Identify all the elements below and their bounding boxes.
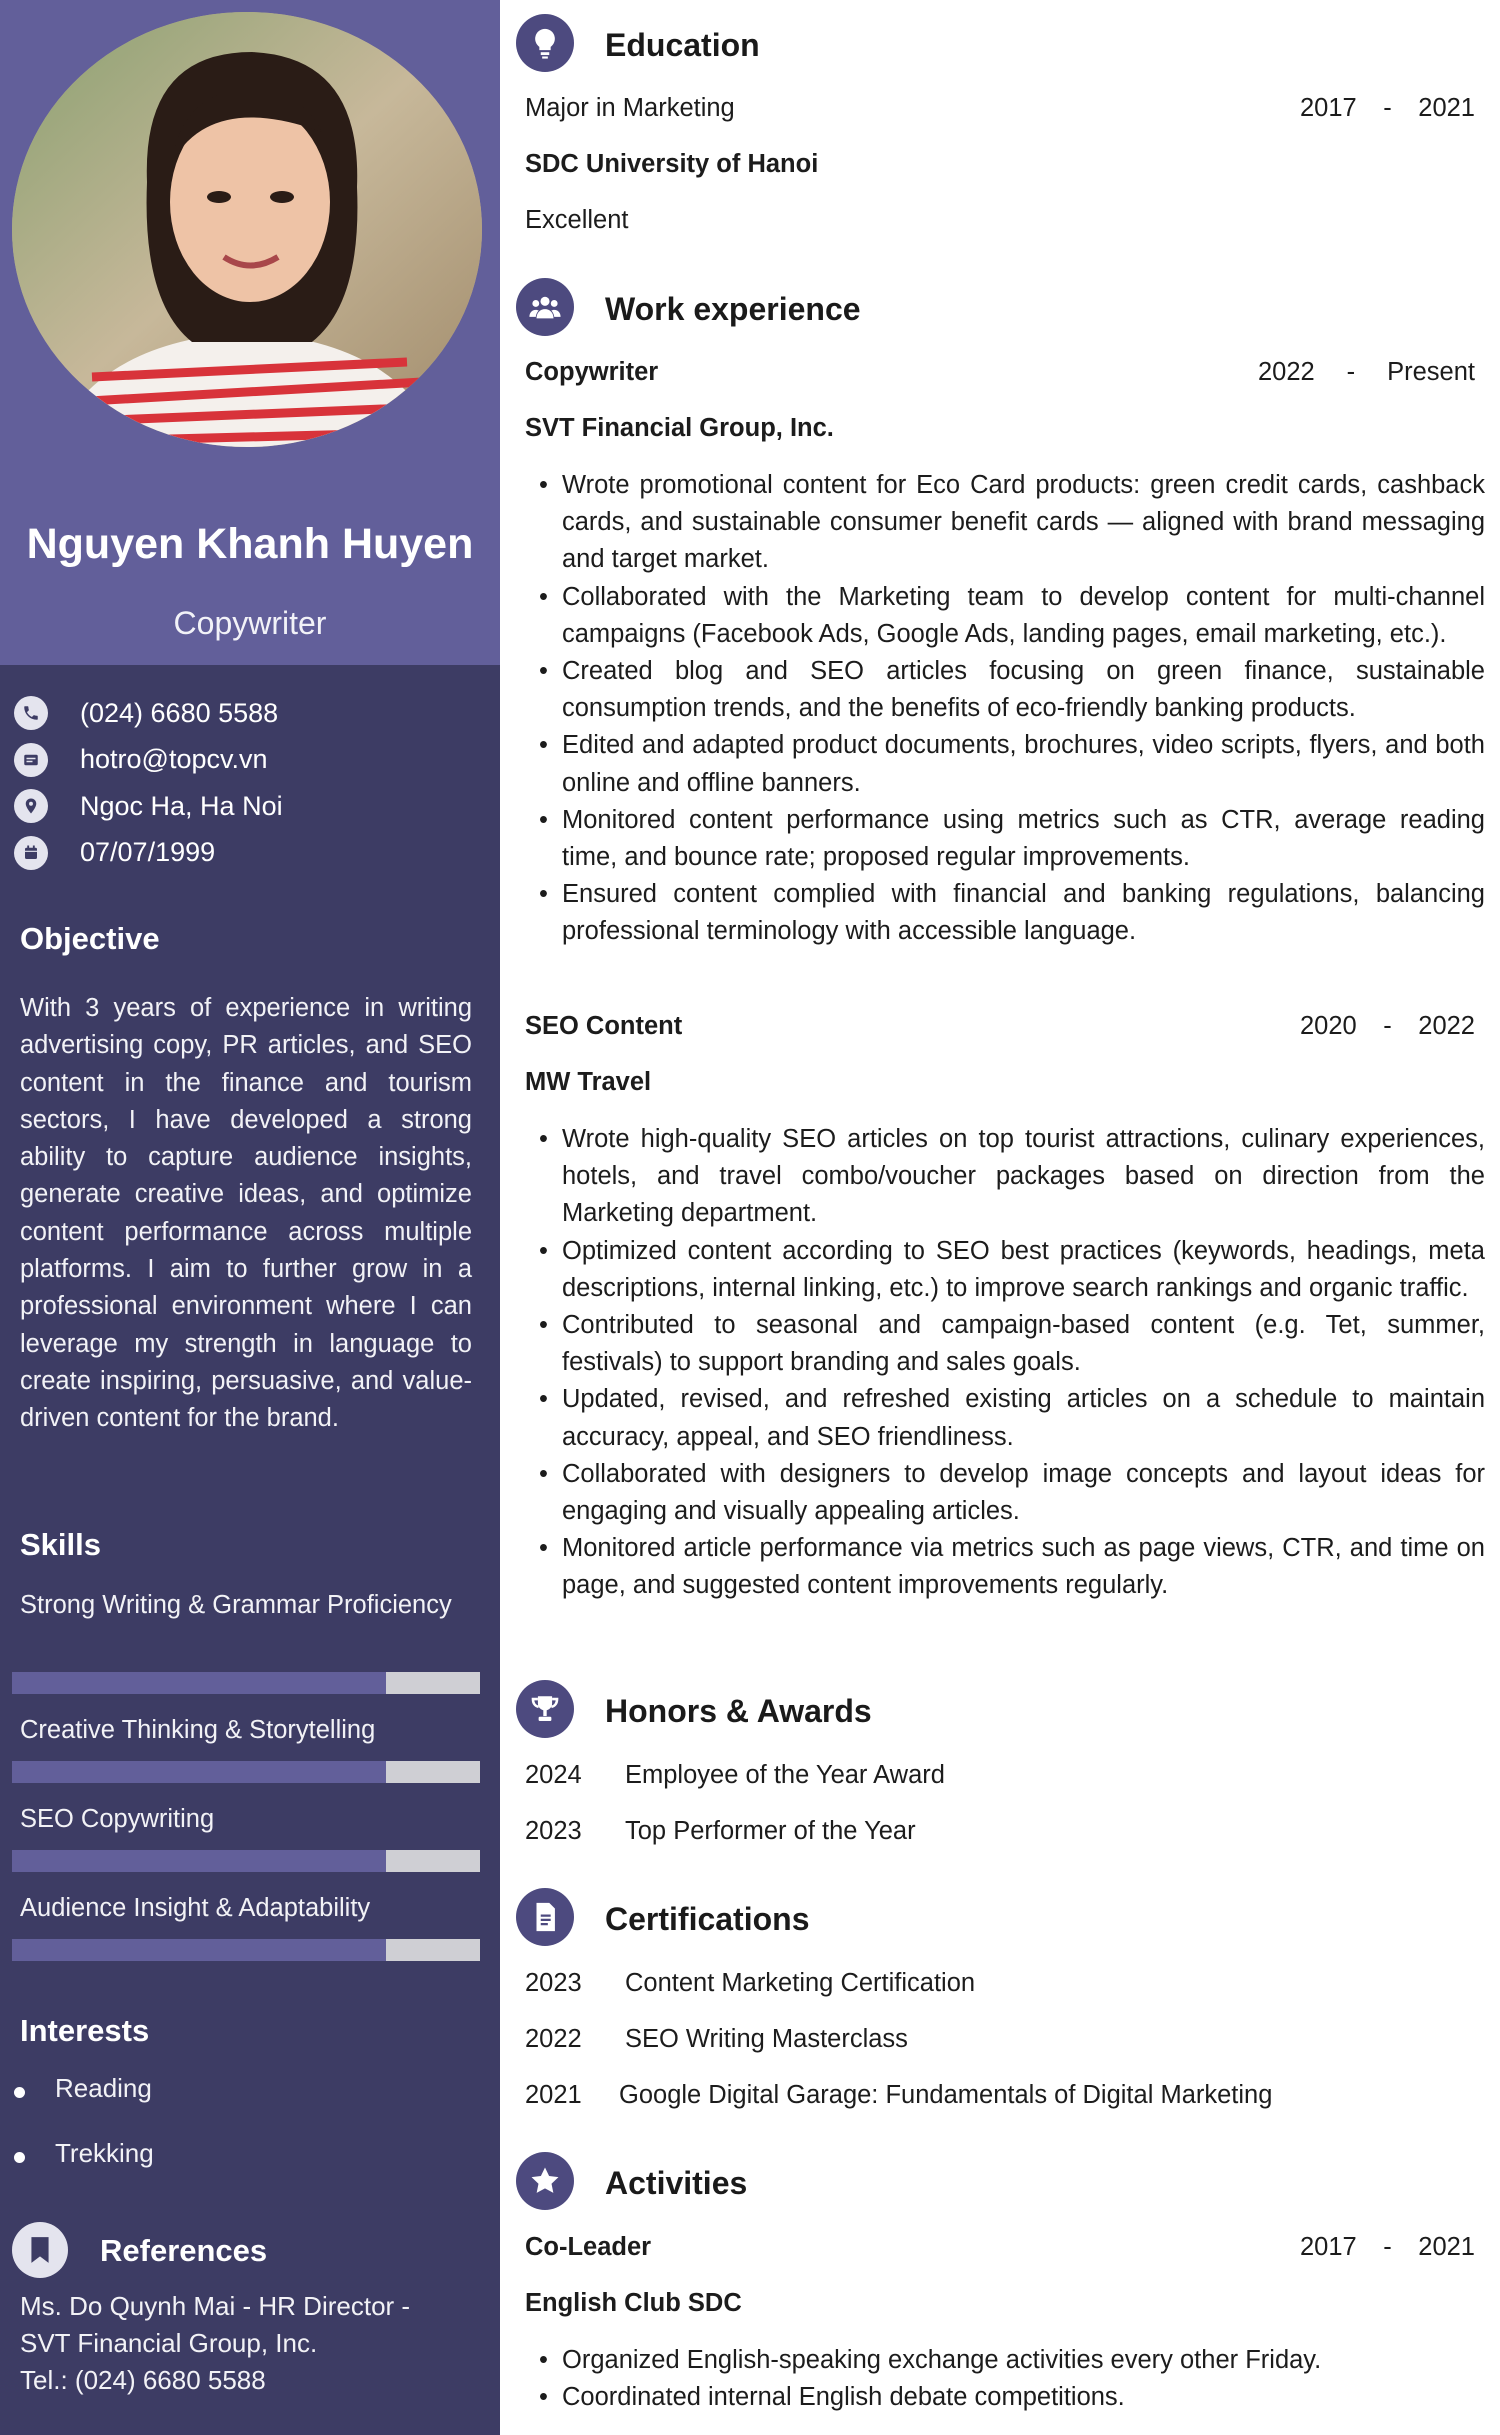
skill-bar <box>12 1761 480 1783</box>
date-start: 2017 <box>1300 94 1357 122</box>
job-company: MW Travel <box>525 1068 652 1096</box>
certification-title: Google Digital Garage: Fundamentals of Digital Marketing <box>619 2081 1273 2109</box>
skill-bar <box>12 1850 480 1872</box>
award-year: 2023 <box>525 1817 582 1845</box>
bullet-item: • Updated, revised, and refreshed existing articles on a schedule to maintain accuracy, appeal, and SEO friendliness. <box>525 1381 1485 1455</box>
bullet-item: • Optimized content according to SEO best practices (keywords, headings, meta descriptions, internal linking, etc.) to improve search rankings and organic traffic. <box>525 1233 1485 1307</box>
reference-line: SVT Financial Group, Inc. <box>20 2328 318 2358</box>
skill-bar <box>12 1939 480 1961</box>
birthday-text: 07/07/1999 <box>80 837 216 868</box>
bullet-item: • Monitored content performance using metrics such as CTR, average reading time, and bounce rate; proposed regular improvements. <box>525 802 1485 876</box>
honors-heading: Honors & Awards <box>605 1693 872 1729</box>
job-dates <box>1258 358 1475 387</box>
references-text <box>20 2288 480 2399</box>
activities-heading: Activities <box>605 2165 748 2201</box>
main-content <box>500 0 1500 2435</box>
date-start: 2022 <box>1258 358 1315 386</box>
skill-name: SEO Copywriting <box>20 1805 215 1833</box>
education-heading: Education <box>605 27 760 63</box>
job-title: Copywriter <box>525 358 659 386</box>
activity-bullets <box>525 2342 1485 2416</box>
reference-line: Tel.: (024) 6680 5588 <box>20 2365 266 2395</box>
interest-text: Trekking <box>55 2138 154 2168</box>
date-end: 2021 <box>1418 94 1475 122</box>
bullet-item: • Wrote promotional content for Eco Card products: green credit cards, cashback cards, and sustainable consumer benefit cards — aligned with brand messaging and target market. <box>525 467 1485 579</box>
job-title: SEO Content <box>525 1012 683 1040</box>
team-icon <box>516 278 574 336</box>
skill-bar-fill <box>12 1761 386 1783</box>
email-icon <box>14 743 48 777</box>
education-school: SDC University of Hanoi <box>525 150 819 178</box>
profile-header <box>0 0 500 665</box>
certification-title: SEO Writing Masterclass <box>625 2025 908 2053</box>
interests-heading: Interests <box>20 2013 150 2048</box>
job-bullets <box>525 467 1485 951</box>
interest-item <box>14 2138 154 2169</box>
bullet-item: • Contributed to seasonal and campaign-based content (e.g. Tet, summer, festivals) to support branding and sales goals. <box>525 1307 1485 1381</box>
email-text: hotro@topcv.vn <box>80 744 268 775</box>
award-item <box>525 1817 916 1846</box>
reference-line: Ms. Do Quynh Mai - HR Director - <box>20 2291 411 2321</box>
date-start: 2017 <box>1300 2233 1357 2261</box>
bullet-item: • Collaborated with the Marketing team to develop content for multi-channel campaigns (Facebook Ads, Google Ads, landing pages, email marketing, etc.). <box>525 579 1485 653</box>
bullet-item: • Coordinated internal English debate competitions. <box>525 2379 1485 2416</box>
date-separator: - <box>1383 94 1392 122</box>
references-heading: References <box>100 2233 268 2268</box>
activity-role: Co-Leader <box>525 2233 652 2261</box>
location-pin-icon <box>14 789 48 823</box>
certification-item <box>525 2081 1272 2110</box>
bullet-item: • Organized English-speaking exchange activities every other Friday. <box>525 2342 1485 2379</box>
contact-address <box>14 783 484 830</box>
date-end: 2021 <box>1418 2233 1475 2261</box>
award-item <box>525 1761 945 1790</box>
date-separator: - <box>1346 358 1356 386</box>
job-company: SVT Financial Group, Inc. <box>525 414 834 442</box>
education-grade: Excellent <box>525 206 629 234</box>
objective-heading: Objective <box>20 921 160 956</box>
bullet-item: • Ensured content complied with financial and banking regulations, balancing professional terminology with accessible language. <box>525 876 1485 950</box>
skill-name: Creative Thinking & Storytelling <box>20 1716 376 1744</box>
avatar <box>12 12 482 447</box>
work-heading: Work experience <box>605 291 861 327</box>
date-end: Present <box>1387 358 1475 386</box>
calendar-icon <box>14 836 48 870</box>
activity-org: English Club SDC <box>525 2289 742 2317</box>
skill-bar-fill <box>12 1850 386 1872</box>
job-dates <box>1300 1012 1475 1041</box>
job-bullets <box>525 1121 1485 1605</box>
bullet-item: • Wrote high-quality SEO articles on top tourist attractions, culinary experiences, hotels, and travel combo/voucher packages based on direction from the Marketing department. <box>525 1121 1485 1233</box>
date-separator: - <box>1383 2233 1392 2261</box>
education-dates <box>1300 94 1475 123</box>
certification-year: 2022 <box>525 2025 582 2053</box>
bullet-item: • Created blog and SEO articles focusing on green finance, sustainable consumption trends, and the benefits of eco-friendly banking products. <box>525 653 1485 727</box>
bullet-icon <box>14 2152 25 2163</box>
contact-list <box>14 690 484 876</box>
date-separator: - <box>1383 1012 1392 1040</box>
skill-bar-fill <box>12 1672 386 1694</box>
interest-item <box>14 2073 152 2104</box>
skill-name: Strong Writing & Grammar Proficiency <box>20 1591 452 1619</box>
contact-phone <box>14 690 484 737</box>
document-icon <box>516 1888 574 1946</box>
certification-item <box>525 2025 908 2054</box>
phone-icon <box>14 696 48 730</box>
candidate-name: Nguyen Khanh Huyen <box>26 520 474 568</box>
award-title: Employee of the Year Award <box>625 1761 945 1789</box>
lightbulb-icon <box>516 14 574 72</box>
bullet-item: • Collaborated with designers to develop image concepts and layout ideas for engaging and visually appealing articles. <box>525 1456 1485 1530</box>
education-major: Major in Marketing <box>525 94 735 122</box>
skills-heading: Skills <box>20 1527 101 1562</box>
skill-bar <box>12 1672 480 1694</box>
bullet-icon <box>14 2087 25 2098</box>
candidate-title: Copywriter <box>173 605 327 641</box>
contact-email <box>14 737 484 784</box>
skill-bar-fill <box>12 1939 386 1961</box>
interest-text: Reading <box>55 2073 152 2103</box>
objective-text: With 3 years of experience in writing advertising copy, PR articles, and SEO content in the finance and tourism sectors, I have developed a strong ability to capture audience insights, generate creative ideas, and optimize content performance across multiple platforms. I aim to further grow in a professional environment where I can leverage my strength in language to create inspiring, persuasive, and value-driven content for the brand. <box>20 994 472 1433</box>
bullet-item: • Edited and adapted product documents, brochures, video scripts, flyers, and both online and offline banners. <box>525 727 1485 801</box>
skill-name: Audience Insight & Adaptability <box>20 1894 371 1922</box>
certification-item <box>525 1969 975 1998</box>
trophy-icon <box>516 1680 574 1738</box>
contact-birthday <box>14 830 484 877</box>
bullet-item: • Monitored article performance via metrics such as page views, CTR, and time on page, and suggested content improvements regularly. <box>525 1530 1485 1604</box>
certification-year: 2021 <box>525 2081 582 2109</box>
sidebar <box>0 0 500 2435</box>
certifications-heading: Certifications <box>605 1901 810 1937</box>
bookmark-icon <box>12 2222 68 2278</box>
award-title: Top Performer of the Year <box>625 1817 916 1845</box>
date-end: 2022 <box>1418 1012 1475 1040</box>
award-year: 2024 <box>525 1761 582 1789</box>
star-icon <box>516 2152 574 2210</box>
certification-title: Content Marketing Certification <box>625 1969 976 1997</box>
activity-dates <box>1300 2233 1475 2262</box>
certification-year: 2023 <box>525 1969 582 1997</box>
date-start: 2020 <box>1300 1012 1357 1040</box>
address-text: Ngoc Ha, Ha Noi <box>80 790 283 821</box>
phone-text: (024) 6680 5588 <box>80 697 279 728</box>
